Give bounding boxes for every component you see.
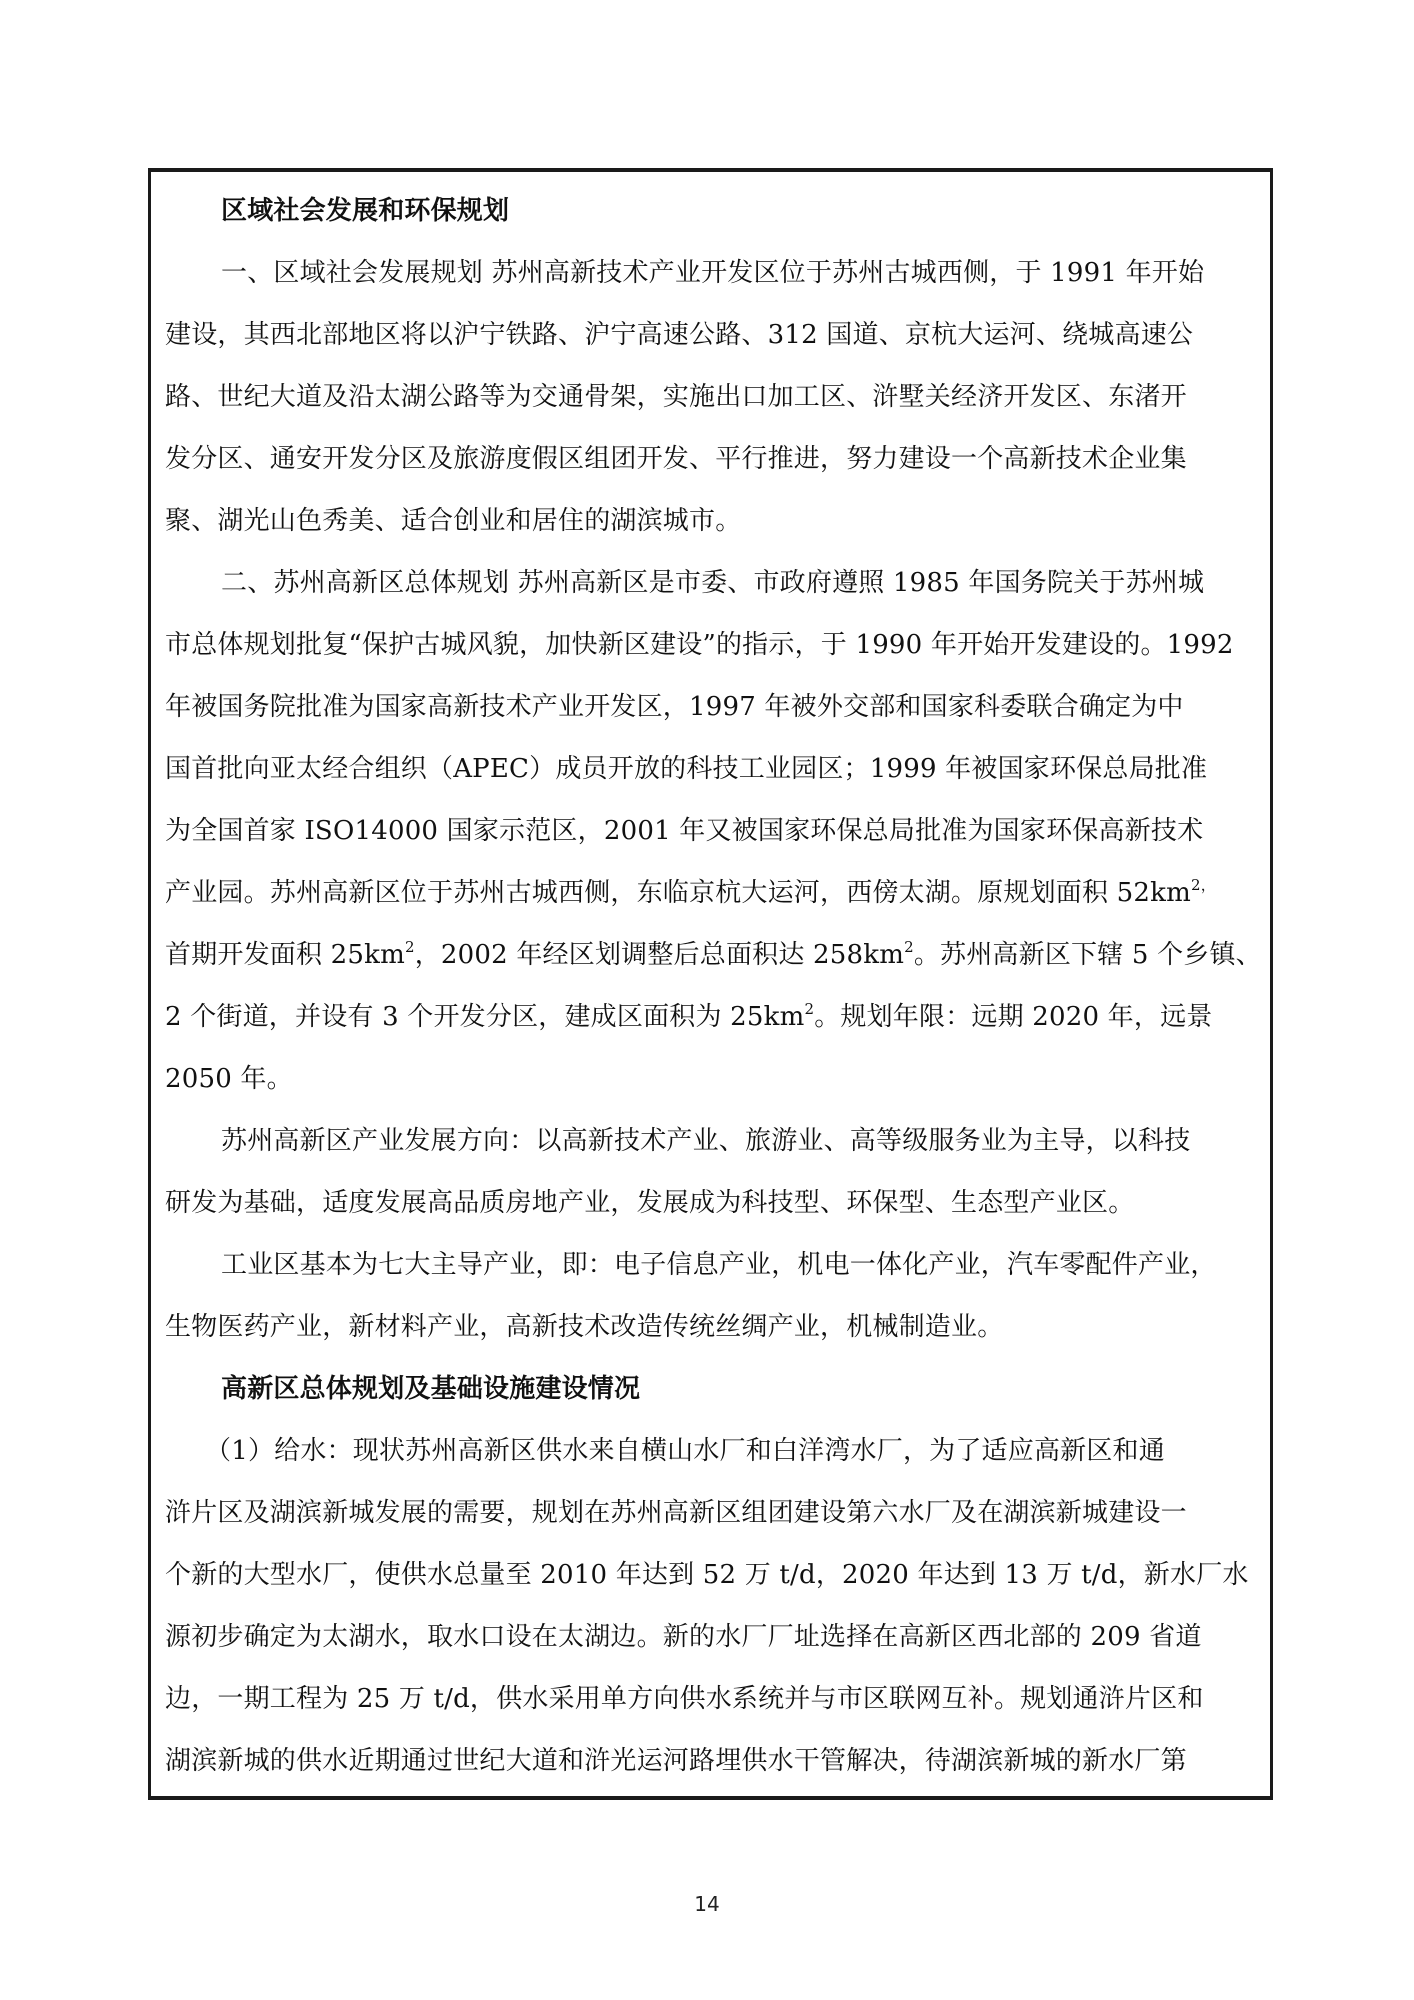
superscript: 2 (904, 938, 914, 956)
paragraph-line (165, 862, 1258, 924)
paragraph-line (165, 1792, 1258, 1800)
paragraph-line: 市总体规划批复“保护古城风貌，加快新区建设”的指示，于 1990 年开始开发建设的。1992 (165, 630, 1234, 660)
paragraph-line: 年被国务院批准为国家高新技术产业开发区，1997 年被外交部和国家科委联合确定为中 (165, 692, 1184, 722)
superscript: 2， (1190, 876, 1216, 894)
paragraph-line: 2050 年。 (165, 1064, 293, 1094)
paragraph-line: 苏州高新区产业发展方向：以高新技术产业、旅游业、高等级服务业为主导，以科技 (221, 1126, 1191, 1156)
paragraph-line: 路、世纪大道及沿太湖公路等为交通骨架，实施出口加工区、浒墅关经济开发区、东渚开 (165, 382, 1187, 412)
content-frame (148, 168, 1273, 1800)
paragraph-line: 二、苏州高新区总体规划 苏州高新区是市委、市政府遵照 1985 年国务院关于苏州城 (221, 568, 1205, 598)
text-run: 2 个街道，并设有 3 个开发分区，建成区面积为 25km (165, 1002, 805, 1032)
paragraph-line: 工业区基本为七大主导产业，即：电子信息产业，机电一体化产业，汽车零配件产业， (221, 1250, 1217, 1280)
text-run: 。苏州高新区下辖 5 个乡镇、 (913, 940, 1262, 970)
paragraph-line: 浒片区及湖滨新城发展的需要，规划在苏州高新区组团建设第六水厂及在湖滨新城建设一 (165, 1498, 1187, 1528)
paragraph-line: 聚、湖光山色秀美、适合创业和居住的湖滨城市。 (165, 506, 742, 536)
text-run: 。规划年限：远期 2020 年，远景 (814, 1002, 1213, 1032)
paragraph-line: 发分区、通安开发分区及旅游度假区组团开发、平行推进，努力建设一个高新技术企业集 (165, 444, 1187, 474)
superscript: 2 (804, 1000, 815, 1018)
paragraph-line: 国首批向亚太经合组织（APEC）成员开放的科技工业园区；1999 年被国家环保总局批准 (165, 754, 1208, 784)
paragraph-line: （1）给水：现状苏州高新区供水来自横山水厂和白洋湾水厂，为了适应高新区和通 (205, 1436, 1165, 1466)
paragraph-line: 湖滨新城的供水近期通过世纪大道和浒光运河路埋供水干管解决，待湖滨新城的新水厂第 (165, 1746, 1187, 1776)
text-run: 产业园。苏州高新区位于苏州古城西侧，东临京杭大运河，西傍太湖。原规划面积 52km (165, 878, 1191, 908)
section-heading: 高新区总体规划及基础设施建设情况 (221, 1374, 641, 1404)
paragraph-line: 生物医药产业，新材料产业，高新技术改造传统丝绸产业，机械制造业。 (165, 1312, 1004, 1342)
paragraph-line: 源初步确定为太湖水，取水口设在太湖边。新的水厂厂址选择在高新区西北部的 209 省道 (165, 1622, 1202, 1652)
paragraph-line (165, 986, 1258, 1048)
paragraph-line: 一、区域社会发展规划 苏州高新技术产业开发区位于苏州古城西侧，于 1991 年开始 (221, 258, 1205, 288)
paragraph-line: 个新的大型水厂，使供水总量至 2010 年达到 52 万 t/d，2020 年达到 13 万 t/d，新水厂水 (165, 1560, 1249, 1590)
paragraph-line: 研发为基础，适度发展高品质房地产业，发展成为科技型、环保型、生态型产业区。 (165, 1188, 1135, 1218)
section-heading: 区域社会发展和环保规划 (221, 196, 510, 226)
superscript: 2 (404, 938, 415, 956)
paragraph-line: 为全国首家 ISO14000 国家示范区，2001 年又被国家环保总局批准为国家环保高新技术 (165, 816, 1204, 846)
paragraph-line: 边，一期工程为 25 万 t/d，供水采用单方向供水系统并与市区联网互补。规划通浒片区和 (165, 1684, 1204, 1714)
paragraph-line (165, 924, 1262, 986)
paragraph-line: 建设，其西北部地区将以沪宁铁路、沪宁高速公路、312 国道、京杭大运河、绕城高速公 (165, 320, 1194, 350)
page-number: 14 (694, 1892, 720, 1916)
text-run: ，2002 年经区划调整后总面积达 258km (414, 940, 905, 970)
text-run: 首期开发面积 25km (165, 940, 405, 970)
